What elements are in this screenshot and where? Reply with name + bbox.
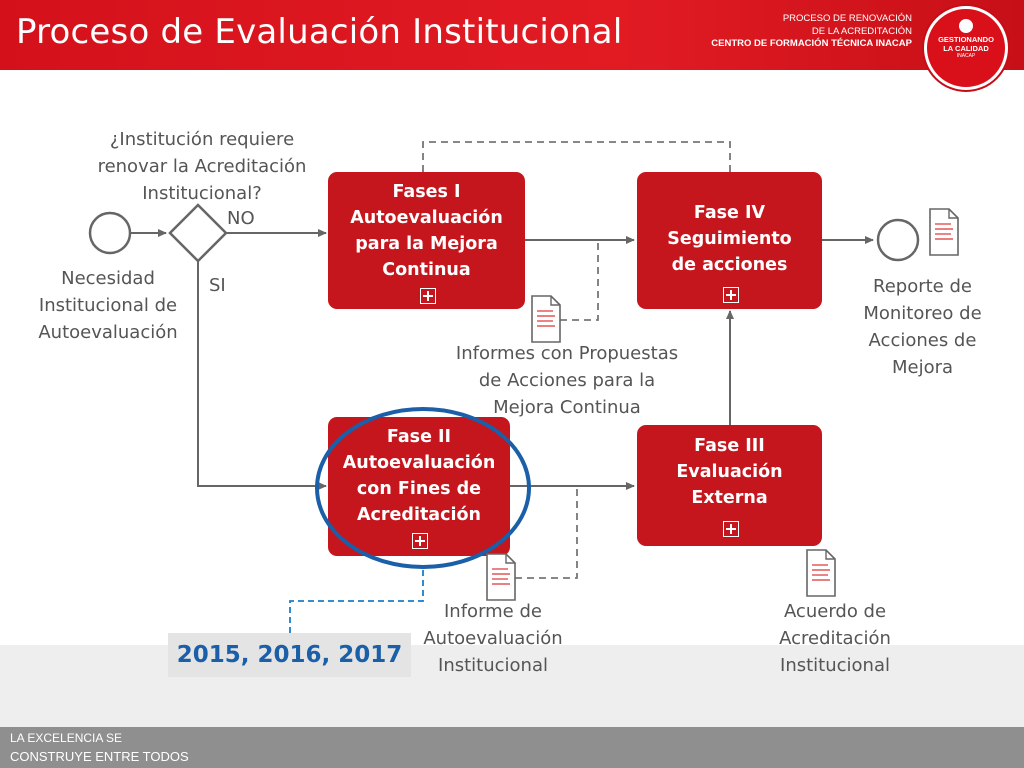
decision-question-label: ¿Institución requiere renovar la Acreditación Institucional? [97,129,307,204]
phase-1-label: Fases I Autoevaluación para la Mejora Continua [350,182,503,280]
phase-1-box[interactable] [328,172,525,309]
accreditation-years-label: 2015, 2016, 2017 [168,633,411,677]
expand-plus-icon[interactable] [412,533,428,549]
footer-line-1: LA EXCELENCIA SE [10,731,123,745]
phase-2-box[interactable] [328,417,510,556]
logo-text-1: GESTIONANDO [938,35,994,44]
subtitle-line-2: DE LA ACREDITACIÓN [811,25,912,37]
expand-plus-icon[interactable] [723,287,739,303]
start-event-label: Necesidad Institucional de Autoevaluación [38,268,178,343]
phase-1-output-label: Informes con Propuestas de Acciones para la Mejora Continua [455,343,679,418]
expand-plus-icon[interactable] [723,521,739,537]
phase-4-label: Fase IV Seguimiento de acciones [667,203,792,275]
subtitle-line-1: PROCESO DE RENOVACIÓN [782,13,912,24]
logo-text-3: INACAP [956,53,976,59]
footer-bar [0,727,1024,768]
branch-si-label: SI [209,275,226,296]
phase-3-label: Fase III Evaluación Externa [676,436,783,508]
end-event-circle [878,220,918,260]
start-event-circle [90,213,130,253]
phase-3-output-label: Acuerdo de Acreditación Institucional [779,601,891,676]
logo-text-2: LA CALIDAD [943,44,989,53]
end-event-label: Reporte de Monitoreo de Acciones de Mejora [863,276,982,378]
decision-gateway-diamond [170,205,226,261]
footer-line-2: CONSTRUYE ENTRE TODOS [10,749,189,764]
phase-4-box[interactable] [637,172,822,309]
document-icon [486,553,516,601]
phase-3-box[interactable] [637,425,822,546]
phase-2-label: Fase II Autoevaluación con Fines de Acreditación [342,427,496,525]
document-icon [929,208,959,256]
phase-2-output-label: Informe de Autoevaluación Institucional [423,601,563,676]
subtitle-line-3: CENTRO DE FORMACIÓN TÉCNICA INACAP [711,38,912,49]
document-icon [806,549,836,597]
document-icon [531,295,561,343]
expand-plus-icon[interactable] [420,288,436,304]
page-title: Proceso de Evaluación Institucional [16,12,623,52]
branch-no-label: NO [227,208,255,229]
